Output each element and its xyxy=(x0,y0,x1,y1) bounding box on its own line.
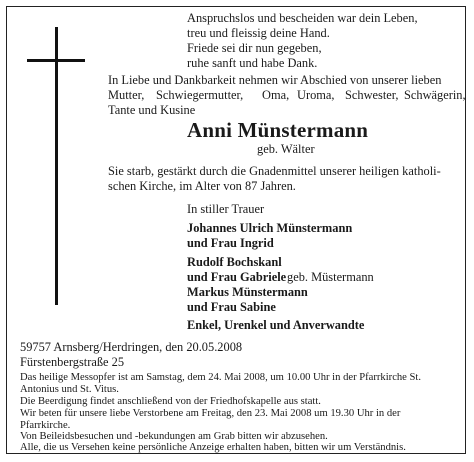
notes-line-2: Antonius und St. Vitus. xyxy=(20,384,119,395)
address-line-2: Fürstenbergstraße 25 xyxy=(20,355,125,369)
mourner-1: Johannes Ulrich Münstermann xyxy=(187,221,353,235)
intro-relation-4: Uroma, xyxy=(297,88,335,102)
notes-line-3: Die Beerdigung findet anschließend von der Friedhofskapelle aus statt. xyxy=(20,396,321,407)
cross-icon xyxy=(55,27,58,305)
poem-line-2: treu und fleissig deine Hand. xyxy=(187,26,330,40)
birth-name: geb. Wälter xyxy=(257,142,315,156)
intro-relation-3: Oma, xyxy=(262,88,290,102)
deceased-name: Anni Münstermann xyxy=(187,118,369,142)
mourner-3: Markus Münstermann xyxy=(187,285,308,299)
intro-relation-2: Schwiegermutter, xyxy=(156,88,244,102)
notes-line-5: Pfarrkirche. xyxy=(20,420,71,431)
notes-line-7: Alle, die us Versehen keine persönliche Anzeige erhalten haben, bitten wir um Verständnis. xyxy=(20,442,406,453)
intro-line-1: In Liebe und Dankbarkeit nehmen wir Abschied von unserer lieben xyxy=(108,73,442,87)
death-line-2: schen Kirche, im Alter von 87 Jahren. xyxy=(108,179,296,193)
notes-line-1: Das heilige Messopfer ist am Samstag, dem 24. Mai 2008, um 10.00 Uhr in der Pfarrkirche St. xyxy=(20,372,422,383)
poem-line-3: Friede sei dir nun gegeben, xyxy=(187,41,322,55)
cross-icon-bar xyxy=(27,59,85,62)
mourner-2-spouse-note: geb. Müstermann xyxy=(287,270,374,284)
poem-line-4: ruhe sanft und habe Dank. xyxy=(187,56,318,70)
notes-line-4: Wir beten für unsere liebe Verstorbene am Freitag, den 23. Mai 2008 um 19.30 Uhr in der xyxy=(20,408,401,419)
mourner-2: Rudolf Bochskanl xyxy=(187,255,282,269)
intro-relation-5: Schwester, xyxy=(345,88,399,102)
intro-line-3: Tante und Kusine xyxy=(108,103,196,117)
address-line-1: 59757 Arnsberg/Herdringen, den 20.05.2008 xyxy=(20,340,243,354)
mourner-2-spouse: und Frau Gabriele xyxy=(187,270,287,284)
intro-relation-1: Mutter, xyxy=(108,88,145,102)
death-line-1: Sie starb, gestärkt durch die Gnadenmittel unserer heiligen katholi- xyxy=(108,164,441,178)
poem-line-1: Anspruchslos und bescheiden war dein Leben, xyxy=(187,11,418,25)
intro-relation-6: Schwägerin, xyxy=(404,88,466,102)
notes-line-6: Von Beileidsbesuchen und -bekundungen am Grab bitten wir abzusehen. xyxy=(20,431,328,442)
mourner-1-spouse: und Frau Ingrid xyxy=(187,236,274,250)
mourner-3-spouse: und Frau Sabine xyxy=(187,300,276,314)
mourner-4: Enkel, Urenkel und Anverwandte xyxy=(187,318,365,332)
mourners-heading: In stiller Trauer xyxy=(187,202,265,216)
